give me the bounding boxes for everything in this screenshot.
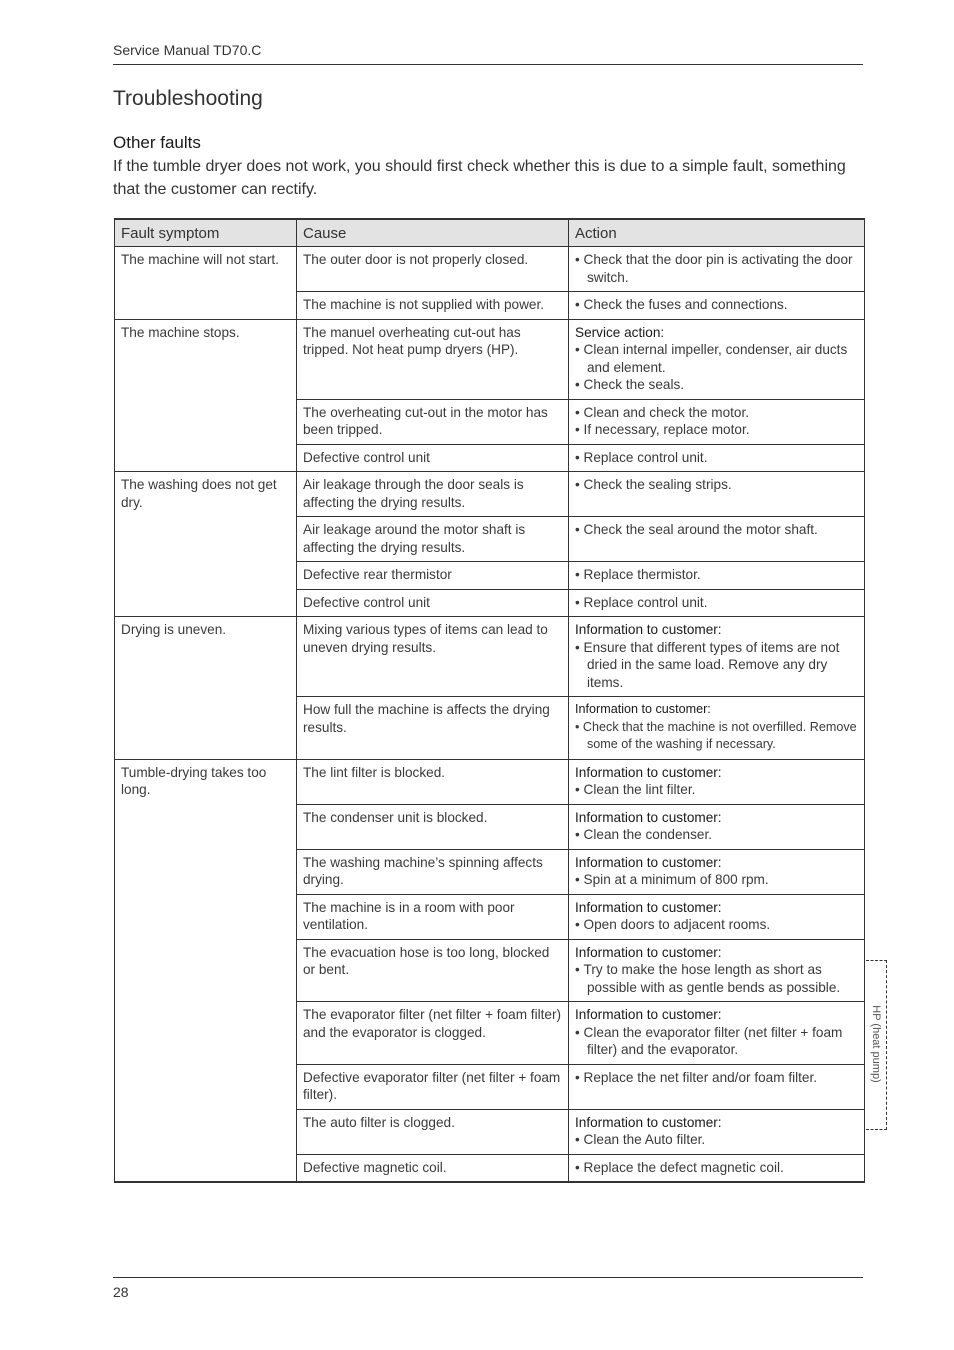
action-list bbox=[575, 719, 858, 754]
action-cell bbox=[569, 292, 865, 320]
table-row bbox=[115, 759, 865, 804]
cause-cell: The auto filter is clogged. bbox=[297, 1109, 569, 1154]
column-header-cause: Cause bbox=[297, 219, 569, 247]
action-cell bbox=[569, 697, 865, 760]
cause-cell: Defective rear thermistor bbox=[297, 562, 569, 590]
cause-cell: The condenser unit is blocked. bbox=[297, 804, 569, 849]
action-list bbox=[575, 1159, 858, 1177]
action-heading: Service action: bbox=[575, 324, 665, 340]
action-cell bbox=[569, 589, 865, 617]
action-list bbox=[575, 476, 858, 494]
action-heading: Information to customer: bbox=[575, 854, 722, 870]
action-item: • Open doors to adjacent rooms. bbox=[575, 916, 858, 934]
action-item: • Clean internal impeller, condenser, air ducts and element. bbox=[575, 341, 858, 376]
action-list bbox=[575, 961, 858, 996]
action-item: • Check the fuses and connections. bbox=[575, 296, 858, 314]
action-item: • Ensure that different types of items are not dried in the same load. Remove any dry items. bbox=[575, 639, 858, 692]
symptom-cell: Tumble-drying takes too long. bbox=[115, 759, 297, 1182]
action-item: • Clean and check the motor. bbox=[575, 404, 858, 422]
action-list bbox=[575, 781, 858, 799]
action-item: • Replace control unit. bbox=[575, 449, 858, 467]
cause-cell: The washing machine’s spinning affects drying. bbox=[297, 849, 569, 894]
cause-cell: The machine is not supplied with power. bbox=[297, 292, 569, 320]
fault-table bbox=[114, 218, 865, 1183]
cause-cell: Defective control unit bbox=[297, 444, 569, 472]
action-list bbox=[575, 1024, 858, 1059]
cause-cell: The lint filter is blocked. bbox=[297, 759, 569, 804]
column-header-symptom: Fault symptom bbox=[115, 219, 297, 247]
action-item: • Clean the evaporator filter (net filter + foam filter) and the evaporator. bbox=[575, 1024, 858, 1059]
action-cell bbox=[569, 759, 865, 804]
action-item: • Clean the condenser. bbox=[575, 826, 858, 844]
action-cell bbox=[569, 894, 865, 939]
action-item: • Replace thermistor. bbox=[575, 566, 858, 584]
action-list bbox=[575, 251, 858, 286]
table-row bbox=[115, 247, 865, 292]
action-list bbox=[575, 296, 858, 314]
section-title: Troubleshooting bbox=[113, 87, 263, 110]
action-list bbox=[575, 1131, 858, 1149]
hp-label: HP (heat pump) bbox=[870, 1005, 882, 1083]
header-rule bbox=[113, 64, 863, 65]
action-heading: Information to customer: bbox=[575, 809, 722, 825]
action-heading: Information to customer: bbox=[575, 1007, 722, 1022]
action-list bbox=[575, 566, 858, 584]
action-item: • Replace the defect magnetic coil. bbox=[575, 1159, 858, 1177]
action-item: • Clean the Auto filter. bbox=[575, 1131, 858, 1149]
action-cell bbox=[569, 849, 865, 894]
action-list bbox=[575, 639, 858, 692]
symptom-cell: The machine stops. bbox=[115, 319, 297, 472]
table-row bbox=[115, 319, 865, 399]
action-list bbox=[575, 826, 858, 844]
action-item: • Check the sealing strips. bbox=[575, 476, 858, 494]
cause-cell: The outer door is not properly closed. bbox=[297, 247, 569, 292]
action-heading: Information to customer: bbox=[575, 702, 711, 716]
action-cell bbox=[569, 562, 865, 590]
symptom-cell: The machine will not start. bbox=[115, 247, 297, 320]
action-list bbox=[575, 1069, 858, 1087]
cause-cell: Defective control unit bbox=[297, 589, 569, 617]
action-heading: Information to customer: bbox=[575, 622, 722, 637]
action-cell bbox=[569, 472, 865, 517]
table-body bbox=[115, 247, 865, 1183]
action-item: • If necessary, replace motor. bbox=[575, 421, 858, 439]
table-row bbox=[115, 472, 865, 517]
action-list bbox=[575, 404, 858, 439]
column-header-action: Action bbox=[569, 219, 865, 247]
cause-cell: Defective magnetic coil. bbox=[297, 1154, 569, 1182]
table-header-row bbox=[115, 219, 865, 247]
cause-cell: The manuel overheating cut-out has tripped. Not heat pump dryers (HP). bbox=[297, 319, 569, 399]
action-list bbox=[575, 871, 858, 889]
cause-cell: Mixing various types of items can lead to uneven drying results. bbox=[297, 617, 569, 697]
cause-cell: The evaporator filter (net filter + foam filter) and the evaporator is clogged. bbox=[297, 1002, 569, 1065]
action-heading: Information to customer: bbox=[575, 944, 722, 960]
action-item: • Replace the net filter and/or foam filter. bbox=[575, 1069, 858, 1087]
symptom-cell: Drying is uneven. bbox=[115, 617, 297, 760]
action-heading: Information to customer: bbox=[575, 899, 722, 915]
action-item: • Check that the machine is not overfilled. Remove some of the washing if necessary. bbox=[575, 719, 858, 754]
cause-cell: The evacuation hose is too long, blocked or bent. bbox=[297, 939, 569, 1002]
action-list bbox=[575, 594, 858, 612]
action-cell bbox=[569, 1109, 865, 1154]
cause-cell: Air leakage through the door seals is affecting the drying results. bbox=[297, 472, 569, 517]
footer-rule bbox=[113, 1277, 863, 1278]
action-item: • Try to make the hose length as short as possible with as gentle bends as possible. bbox=[575, 961, 858, 996]
action-cell bbox=[569, 319, 865, 399]
action-cell bbox=[569, 444, 865, 472]
page-number: 28 bbox=[113, 1284, 129, 1300]
cause-cell: The overheating cut-out in the motor has been tripped. bbox=[297, 399, 569, 444]
cause-cell: Air leakage around the motor shaft is affecting the drying results. bbox=[297, 517, 569, 562]
table-row bbox=[115, 617, 865, 697]
cause-cell: Defective evaporator filter (net filter + foam filter). bbox=[297, 1064, 569, 1109]
action-cell bbox=[569, 399, 865, 444]
action-cell bbox=[569, 617, 865, 697]
action-heading: Information to customer: bbox=[575, 764, 722, 780]
action-item: • Clean the lint filter. bbox=[575, 781, 858, 799]
action-cell bbox=[569, 247, 865, 292]
sub-heading: Other faults bbox=[113, 133, 201, 152]
intro-paragraph: If the tumble dryer does not work, you should first check whether this is due to a simple fault, something that the customer can rectify. bbox=[113, 158, 846, 198]
action-item: • Check the seals. bbox=[575, 376, 858, 394]
action-item: • Replace control unit. bbox=[575, 594, 858, 612]
action-list bbox=[575, 916, 858, 934]
cause-cell: How full the machine is affects the drying results. bbox=[297, 697, 569, 760]
cause-cell: The machine is in a room with poor ventilation. bbox=[297, 894, 569, 939]
action-item: • Check that the door pin is activating the door switch. bbox=[575, 251, 858, 286]
action-heading: Information to customer: bbox=[575, 1114, 722, 1130]
action-cell bbox=[569, 517, 865, 562]
action-list bbox=[575, 449, 858, 467]
action-cell bbox=[569, 804, 865, 849]
action-cell bbox=[569, 1154, 865, 1182]
action-cell bbox=[569, 939, 865, 1002]
action-item: • Spin at a minimum of 800 rpm. bbox=[575, 871, 858, 889]
action-cell bbox=[569, 1002, 865, 1065]
symptom-cell: The washing does not get dry. bbox=[115, 472, 297, 617]
action-list bbox=[575, 521, 858, 539]
action-item: • Check the seal around the motor shaft. bbox=[575, 521, 858, 539]
manual-title: Service Manual TD70.C bbox=[113, 42, 262, 58]
action-cell bbox=[569, 1064, 865, 1109]
action-list bbox=[575, 341, 858, 394]
